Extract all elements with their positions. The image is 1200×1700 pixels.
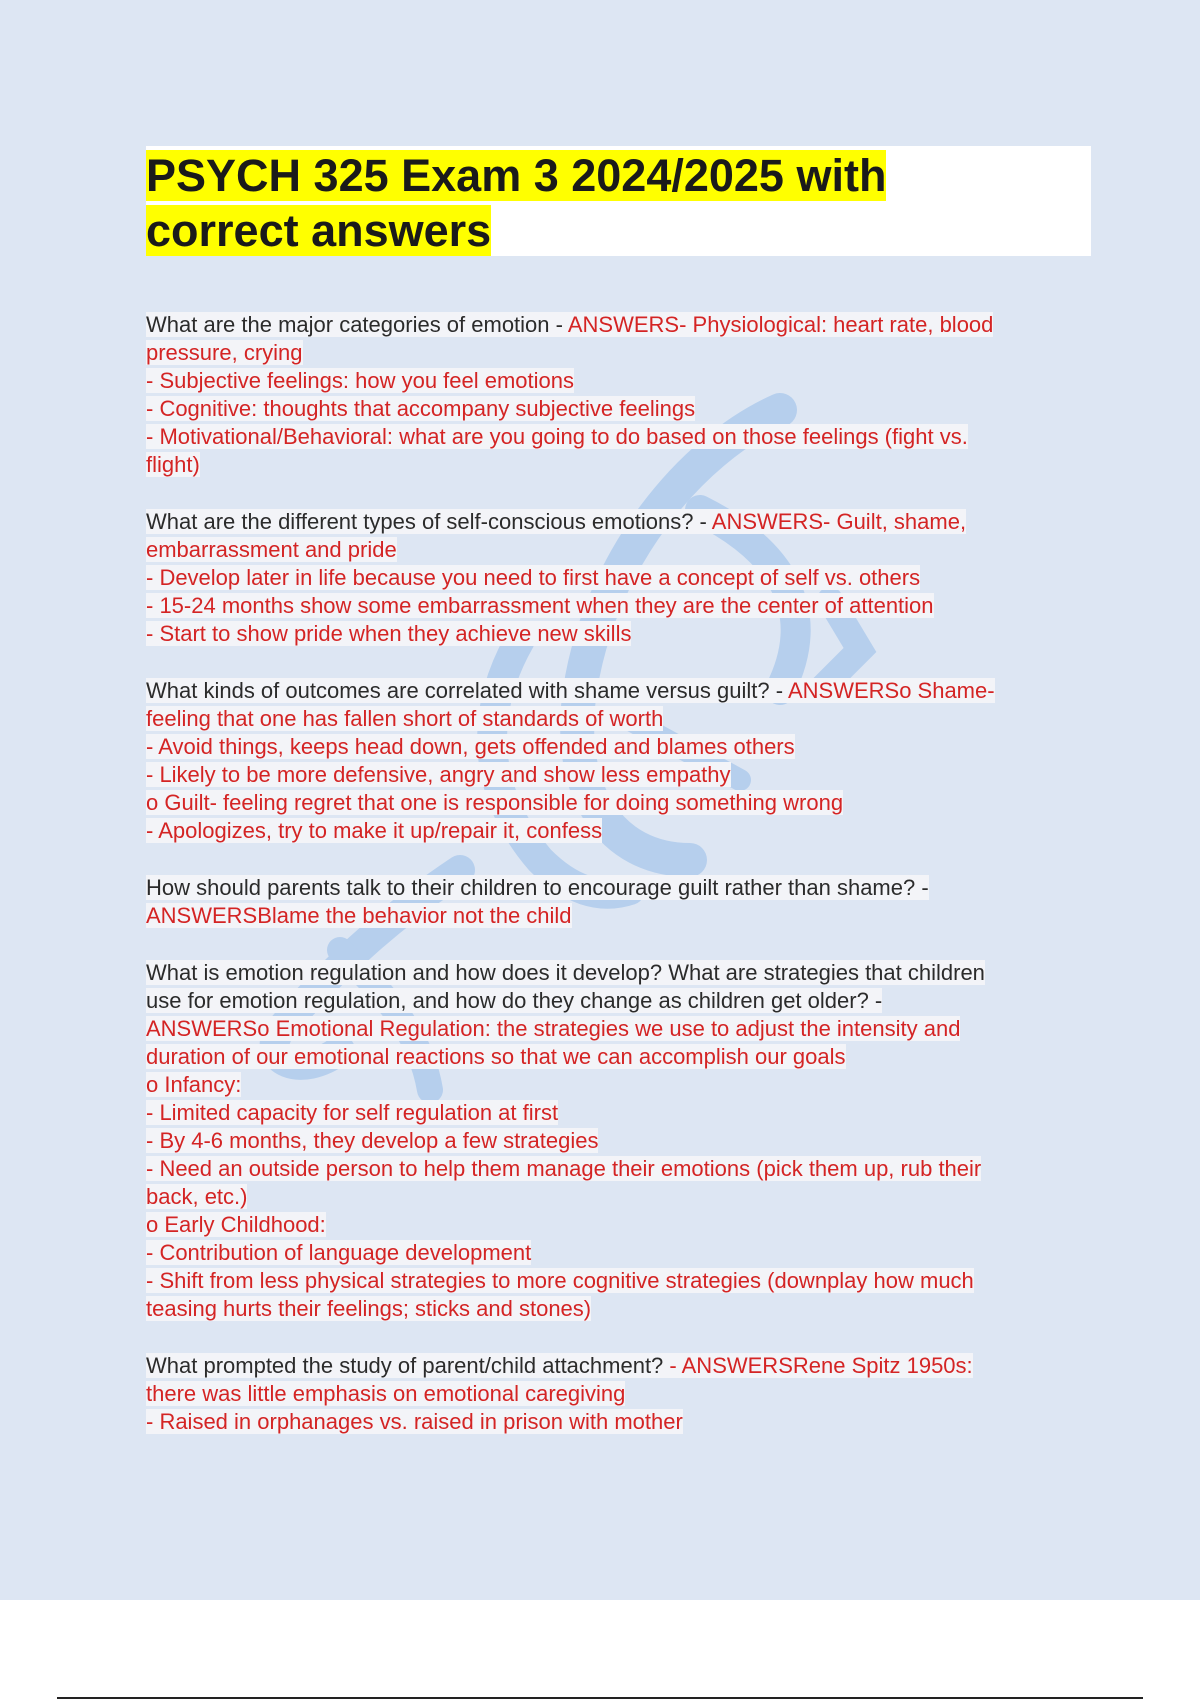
qa-item	[146, 1352, 1091, 1436]
qa-line	[146, 1295, 1091, 1323]
answer-text: - Apologizes, try to make it up/repair it, confess	[146, 818, 603, 843]
qa-line	[146, 311, 1091, 339]
answer-text: - Develop later in life because you need to first have a concept of self vs. others	[146, 565, 921, 590]
answer-text: - Start to show pride when they achieve new skills	[146, 621, 632, 646]
qa-line	[146, 987, 1091, 1015]
answer-text: - ANSWERSRene Spitz 1950s:	[669, 1353, 973, 1378]
qa-line	[146, 1043, 1091, 1071]
answer-text: pressure, crying	[146, 340, 303, 365]
qa-item	[146, 677, 1091, 845]
qa-line	[146, 423, 1091, 451]
answer-text: - Contribution of language development	[146, 1240, 532, 1265]
answer-text: - Avoid things, keeps head down, gets offended and blames others	[146, 734, 795, 759]
qa-item	[146, 959, 1091, 1323]
answer-text: feeling that one has fallen short of standards of worth	[146, 706, 664, 731]
answer-text: - By 4-6 months, they develop a few strategies	[146, 1128, 599, 1153]
qa-list	[146, 311, 1091, 1465]
qa-line	[146, 1380, 1091, 1408]
qa-line	[146, 395, 1091, 423]
question-text: How should parents talk to their children to encourage guilt rather than shame? -	[146, 875, 929, 900]
qa-line	[146, 564, 1091, 592]
qa-line	[146, 620, 1091, 648]
question-text: What are the major categories of emotion -	[146, 312, 568, 337]
answer-text: - Motivational/Behavioral: what are you going to do based on those feelings (fight vs.	[146, 424, 968, 449]
question-text: What kinds of outcomes are correlated with shame versus guilt? -	[146, 678, 788, 703]
answer-text: - Raised in orphanages vs. raised in prison with mother	[146, 1409, 683, 1434]
qa-item	[146, 508, 1091, 648]
page-footer-rule	[57, 1697, 1143, 1699]
question-text: What prompted the study of parent/child attachment?	[146, 1353, 670, 1378]
qa-line	[146, 1239, 1091, 1267]
qa-line	[146, 677, 1091, 705]
answer-text: o Infancy:	[146, 1072, 242, 1097]
qa-line	[146, 339, 1091, 367]
qa-line	[146, 1127, 1091, 1155]
answer-text: o Early Childhood:	[146, 1212, 326, 1237]
qa-item	[146, 874, 1091, 930]
qa-line	[146, 733, 1091, 761]
qa-line	[146, 536, 1091, 564]
answer-text: - Shift from less physical strategies to more cognitive strategies (downplay how much	[146, 1268, 974, 1293]
answer-text: - 15-24 months show some embarrassment when they are the center of attention	[146, 593, 934, 618]
qa-line	[146, 1099, 1091, 1127]
qa-line	[146, 1211, 1091, 1239]
answer-text: embarrassment and pride	[146, 537, 397, 562]
qa-line	[146, 451, 1091, 479]
qa-line	[146, 1155, 1091, 1183]
answer-text: ANSWERS- Guilt, shame,	[711, 509, 967, 534]
answer-text: ANSWERSBlame the behavior not the child	[146, 903, 572, 928]
answer-text: - Likely to be more defensive, angry and show less empathy	[146, 762, 731, 787]
question-text: What are the different types of self-conscious emotions? -	[146, 509, 712, 534]
qa-line	[146, 817, 1091, 845]
qa-line	[146, 1071, 1091, 1099]
answer-text: - Limited capacity for self regulation at first	[146, 1100, 559, 1125]
title-line-1: PSYCH 325 Exam 3 2024/2025 with	[146, 150, 887, 201]
answer-text: - Subjective feelings: how you feel emotions	[146, 368, 575, 393]
qa-item	[146, 311, 1091, 479]
answer-text: o Guilt- feeling regret that one is responsible for doing something wrong	[146, 790, 844, 815]
answer-text: ANSWERS- Physiological: heart rate, blood	[567, 312, 994, 337]
qa-line	[146, 959, 1091, 987]
answer-text: - Need an outside person to help them manage their emotions (pick them up, rub their	[146, 1156, 982, 1181]
answer-text: - Cognitive: thoughts that accompany subjective feelings	[146, 396, 696, 421]
document-title	[146, 148, 1086, 258]
answer-text: ANSWERSo Shame-	[787, 678, 995, 703]
qa-line	[146, 367, 1091, 395]
qa-line	[146, 1408, 1091, 1436]
question-text: use for emotion regulation, and how do they change as children get older? -	[146, 988, 883, 1013]
qa-line	[146, 1183, 1091, 1211]
answer-text: there was little emphasis on emotional caregiving	[146, 1381, 626, 1406]
answer-text: back, etc.)	[146, 1184, 248, 1209]
answer-text: ANSWERSo Emotional Regulation: the strategies we use to adjust the intensity and	[146, 1016, 961, 1041]
qa-line	[146, 1352, 1091, 1380]
qa-line	[146, 508, 1091, 536]
qa-line	[146, 592, 1091, 620]
qa-line	[146, 874, 1091, 902]
question-text: What is emotion regulation and how does it develop? What are strategies that children	[146, 960, 985, 985]
title-line-2: correct answers	[146, 205, 492, 256]
qa-line	[146, 705, 1091, 733]
qa-line	[146, 902, 1091, 930]
qa-line	[146, 1015, 1091, 1043]
answer-text: duration of our emotional reactions so that we can accomplish our goals	[146, 1044, 846, 1069]
qa-line	[146, 761, 1091, 789]
qa-line	[146, 789, 1091, 817]
answer-text: teasing hurts their feelings; sticks and stones)	[146, 1296, 592, 1321]
qa-line	[146, 1267, 1091, 1295]
answer-text: flight)	[146, 452, 200, 477]
